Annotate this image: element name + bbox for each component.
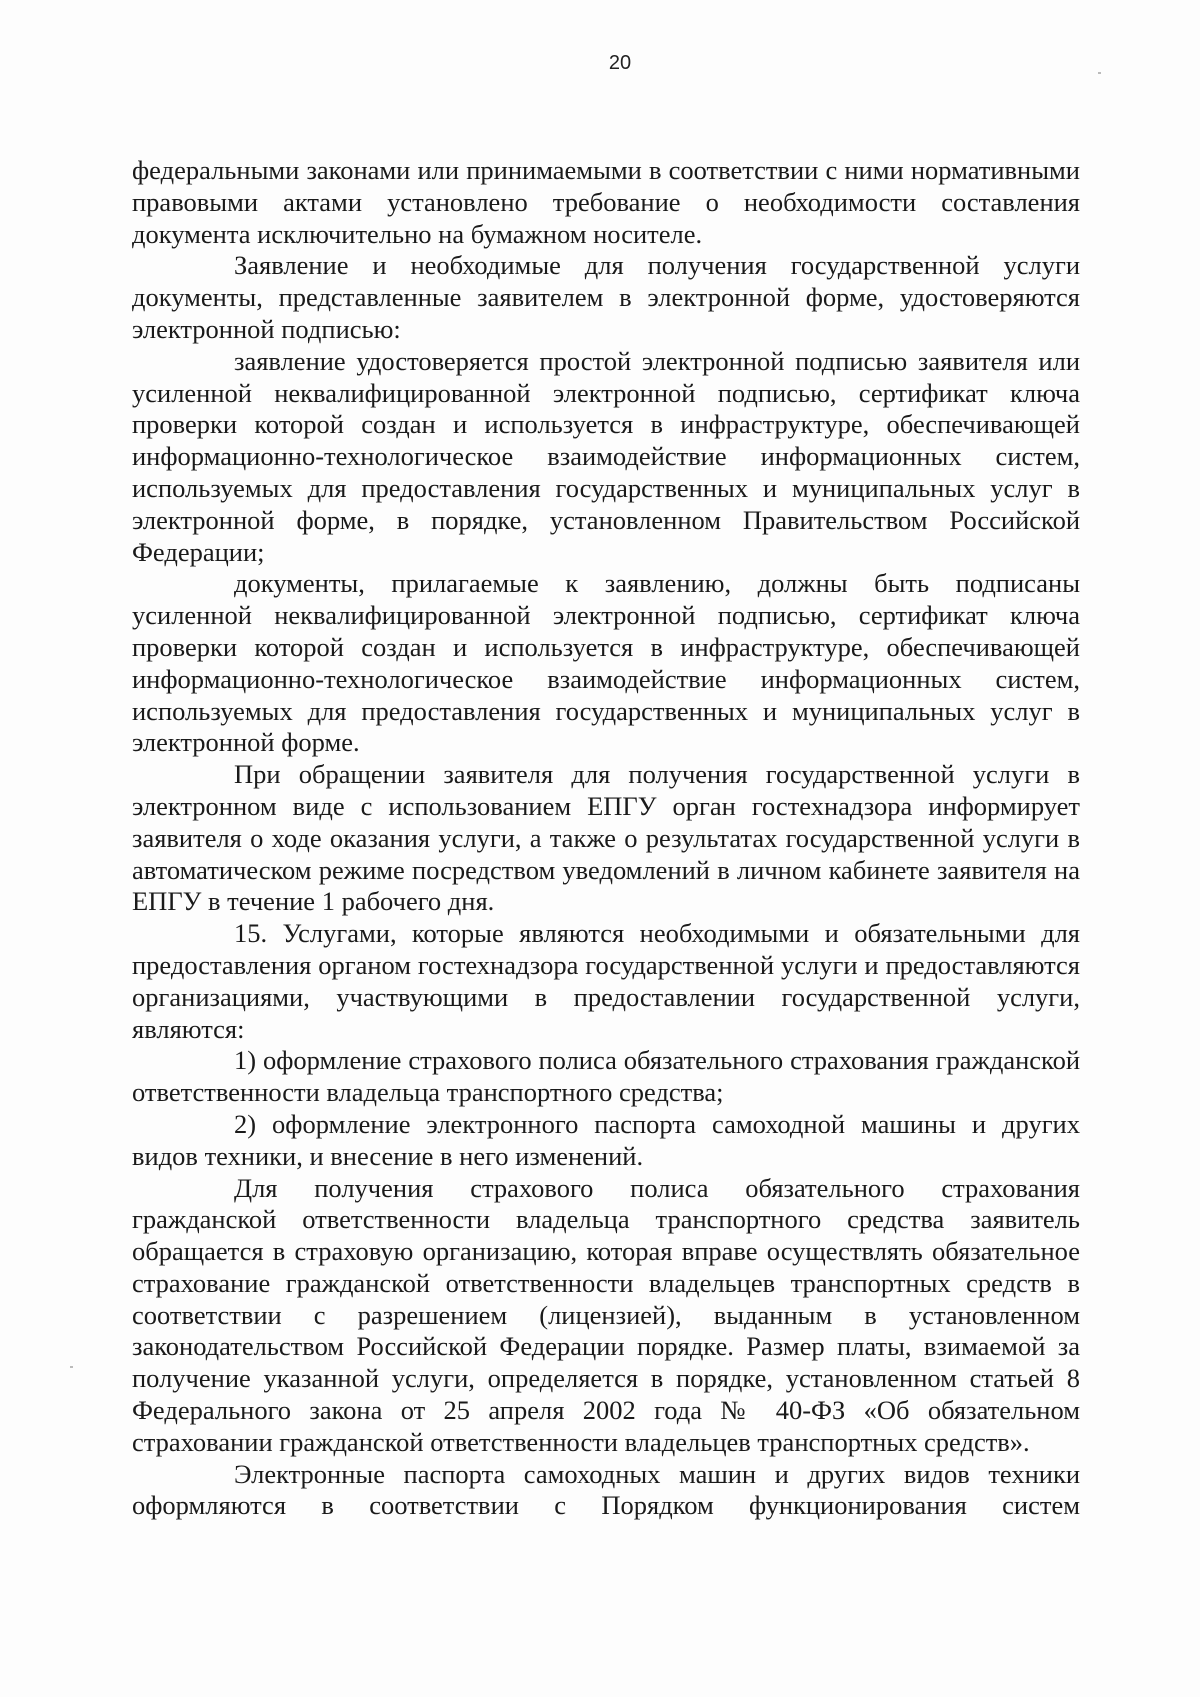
scan-speck — [70, 1366, 73, 1368]
paragraph-documents-signature: документы, прилагаемые к заявлению, должны быть подписаны усиленной неквалифицированной электронной подписью, сертификат ключа проверки которой создан и используется в инфраструктуре, обеспечивающей информационно-технологическое взаимодействие информационных систем, используемых для предоставления государственных и муниципальных услуг в электронной форме. — [132, 568, 1080, 758]
paragraph-subitem-2: 2) оформление электронного паспорта самоходной машины и других видов техники, и внесение в него изменений. — [132, 1108, 1080, 1171]
scan-speck — [1098, 72, 1101, 74]
paragraph-epgu-notification: При обращении заявителя для получения государственной услуги в электронном виде с использованием ЕПГУ орган гостехнадзора информирует заявителя о ходе оказания услуги, а также о результатах государственной услуги в автоматическом режиме посредством уведомлений в личном кабинете заявителя на ЕПГУ в течение 1 рабочего дня. — [132, 759, 1080, 917]
paragraph-insurance-policy: Для получения страхового полиса обязательного страхования гражданской ответственности владельца транспортного средства заявитель обращается в страховую организацию, которая вправе осуществлять обязательное страхование гражданской ответственности владельцев транспортных средств в соответствии с разрешением (лицензией), выданным в установленном законодательством Российской Федерации порядке. Размер платы, взимаемой за получение указанной услуги, определяется в порядке, установленном статьей 8 Федерального закона от 25 апреля 2002 года № 40-ФЗ «Об обязательном страховании гражданской ответственности владельцев транспортных средств». — [132, 1172, 1080, 1457]
paragraph-item-15: 15. Услугами, которые являются необходимыми и обязательными для предоставления органом гостехнадзора государственной услуги и предоставляются организациями, участвующими в предоставлении государственной услуги, являются: — [132, 918, 1080, 1044]
paragraph-continuation: федеральными законами или принимаемыми в соответствии с ними нормативными правовыми актами установлено требование о необходимости составления документа исключительно на бумажном носителе. — [132, 155, 1080, 249]
document-body — [132, 155, 1080, 1522]
paragraph-electronic-passports: Электронные паспорта самоходных машин и других видов техники оформляются в соответствии с Порядком функционирования систем — [132, 1458, 1080, 1521]
paragraph-signature-intro: Заявление и необходимые для получения государственной услуги документы, представленные заявителем в электронной форме, удостоверяются электронной подписью: — [132, 250, 1080, 344]
paragraph-application-signature: заявление удостоверяется простой электронной подписью заявителя или усиленной неквалифицированной электронной подписью, сертификат ключа проверки которой создан и используется в инфраструктуре, обеспечивающей информационно-технологическое взаимодействие информационных систем, используемых для предоставления государственных и муниципальных услуг в электронной форме, в порядке, установленном Правительством Российской Федерации; — [132, 345, 1080, 567]
page-number: 20 — [608, 52, 632, 74]
paragraph-subitem-1: 1) оформление страхового полиса обязательного страхования гражданской ответственности владельца транспортного средства; — [132, 1045, 1080, 1108]
